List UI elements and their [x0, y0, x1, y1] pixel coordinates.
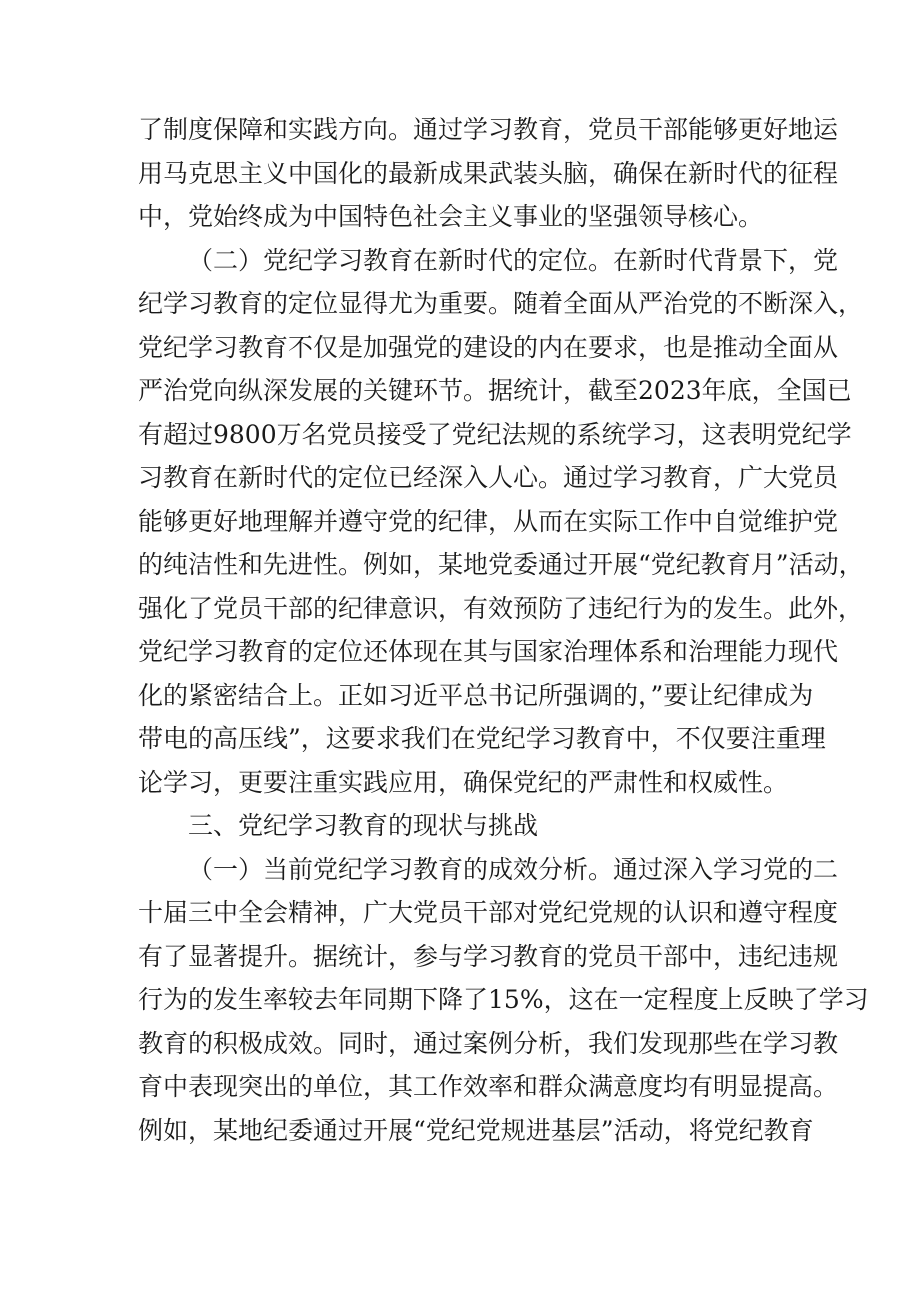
text-line: 例如，某地纪委通过开展“党纪党规进基层”活动，将党纪教育: [138, 1115, 814, 1145]
text-line: 了制度保障和实践方向。通过学习教育，党员干部能够更好地运: [138, 115, 839, 144]
text-line: 有超过9800万名党员接受了党纪法规的系统学习，这表明党纪学: [138, 419, 852, 449]
text-line: 纪学习教育的定位显得尤为重要。随着全面从严治党的不断深入，: [138, 289, 864, 318]
text-line: 党纪学习教育的定位还体现在其与国家治理体系和治理能力现代: [138, 637, 839, 666]
text-line: 的纯洁性和先进性。例如，某地党委通过开展“党纪教育月”活动，: [138, 550, 864, 579]
text-line: 有了显著提升。据统计，参与学习教育的党员干部中，违纪违规: [138, 941, 839, 971]
text-line: 严治党向纵深发展的关键环节。据统计，截至2023年底，全国已: [138, 376, 852, 405]
section-heading: 三、党纪学习教育的现状与挑战: [188, 811, 539, 840]
text-line: 带电的高压线”，这要求我们在党纪学习教育中，不仅要注重理: [138, 724, 826, 753]
text-line: 中，党始终成为中国特色社会主义事业的坚强领导核心。: [138, 202, 764, 231]
section-subheading-line: （一）当前党纪学习教育的成效分析。通过深入学习党的二: [188, 854, 839, 884]
text-line: 强化了党员干部的纪律意识，有效预防了违纪行为的发生。此外，: [138, 593, 864, 623]
text-line: 教育的积极成效。同时，通过案例分析，我们发现那些在学习教: [138, 1028, 839, 1058]
document-body: [138, 108, 869, 1152]
text-line: 习教育在新时代的定位已经深入人心。通过学习教育，广大党员: [138, 463, 839, 492]
text-line: 党纪学习教育不仅是加强党的建设的内在要求，也是推动全面从: [138, 332, 839, 362]
text-line: 行为的发生率较去年同期下降了15%，这在一定程度上反映了学习: [138, 985, 869, 1014]
text-line: 十届三中全会精神，广大党员干部对党纪党规的认识和遵守程度: [138, 898, 839, 927]
text-line: 化的紧密结合上。正如习近平总书记所强调的，”要让纪律成为: [138, 680, 814, 710]
section-subheading-line: （二）党纪学习教育在新时代的定位。在新时代背景下，党: [188, 245, 839, 275]
text-line: 论学习，更要注重实践应用，确保党纪的严肃性和权威性。: [138, 767, 789, 797]
text-line: 能够更好地理解并遵守党的纪律，从而在实际工作中自觉维护党: [138, 506, 839, 536]
text-line: 育中表现突出的单位，其工作效率和群众满意度均有明显提高。: [138, 1072, 839, 1101]
text-line: 用马克思主义中国化的最新成果武装头脑，确保在新时代的征程: [138, 158, 839, 188]
